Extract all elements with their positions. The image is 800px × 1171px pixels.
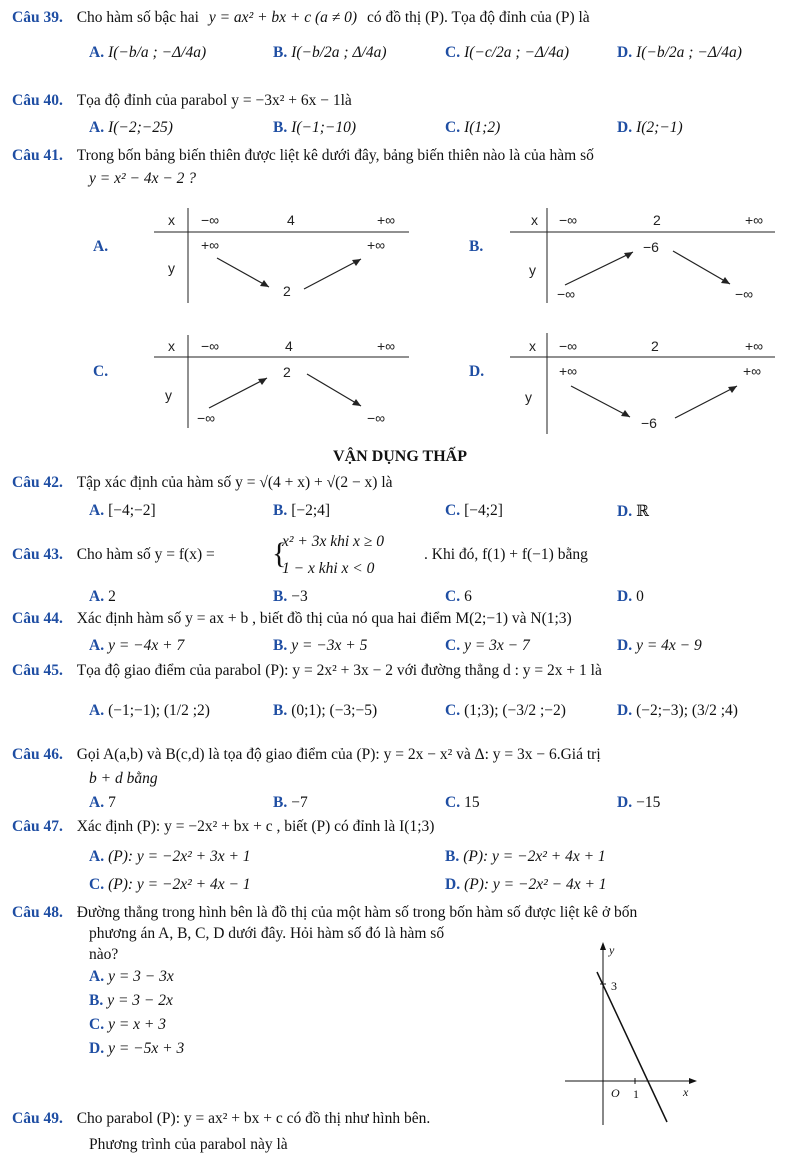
table-left-val: +∞ [559,363,578,379]
table-left-val: +∞ [201,237,220,253]
table-pos-inf: +∞ [377,338,396,354]
q39-opt-c[interactable]: C. I(−c/2a ; −Δ/4a) [445,44,569,61]
q43-case1: x² + 3x khi x ≥ 0 [282,533,384,550]
table-mid-x: 4 [287,212,295,228]
table-x-header: x [168,212,175,228]
table-right-val: +∞ [367,237,386,253]
table-mid-val: 2 [283,283,291,299]
q39-text-b: có đồ thị (P). Tọa độ đỉnh của (P) là [366,9,590,26]
q46-opt-c[interactable]: C. 15 [445,794,480,811]
q40-stem [12,92,352,110]
q42-stem [12,474,393,492]
q47-opt-b[interactable]: B. (P): y = −2x² + 4x + 1 [445,848,606,865]
q48-text3: nào? [89,946,119,963]
table-y-header: y [529,262,536,278]
q45-number: Câu 45. [12,662,63,679]
y-axis-label: y [609,943,615,957]
q39-opt-a[interactable]: A. I(−b/a ; −Δ/4a) [89,44,207,61]
table-pos-inf: +∞ [745,338,764,354]
table-x-header: x [529,338,536,354]
section-heading: VẬN DỤNG THẤP [333,448,467,465]
q48-opt-d[interactable]: D. y = −5x + 3 [89,1040,185,1057]
q46-opt-b[interactable]: B. −7 [273,794,308,811]
q42-opt-c[interactable]: C. [−4;2] [445,502,503,519]
q49-text2: Phương trình của parabol này là [89,1136,288,1153]
q46-opt-a[interactable]: A. 7 [89,794,116,811]
q41-table-a[interactable] [89,203,419,303]
table-mid-val: −6 [643,239,659,255]
graph-line [597,972,667,1122]
q41-table-d-label: D. [469,363,485,380]
table-arrow-down [217,258,269,287]
q47-stem [12,818,434,836]
q46-opt-d[interactable]: D. −15 [617,794,661,811]
table-y-header: y [165,387,172,403]
origin-label: O [611,1086,620,1100]
q40-opt-d[interactable]: D. I(2;−1) [617,119,683,136]
q45-stem [12,662,602,680]
x-tick-label: 1 [633,1087,639,1101]
q39-text-a: Cho hàm số bậc hai [76,9,199,26]
q41-text1: Trong bốn bảng biến thiên được liệt kê dưới đây, bảng biến thiên nào là của hàm số [76,147,594,164]
q40-number: Câu 40. [12,92,63,109]
q44-opt-d[interactable]: D. y = 4x − 9 [617,637,702,654]
q43-case2: 1 − x khi x < 0 [282,560,375,577]
q45-opt-c[interactable]: C. (1;3); (−3/2 ;−2) [445,702,566,719]
x-axis-label: x [683,1085,689,1099]
q40-opt-a[interactable]: A. I(−2;−25) [89,119,173,136]
q43-text-b: . Khi đó, f(1) + f(−1) bằng [424,546,588,563]
y-axis-arrow [600,942,606,950]
q47-opt-c[interactable]: C. (P): y = −2x² + 4x − 1 [89,876,251,893]
x-axis-arrow [689,1078,697,1084]
q48-text2: phương án A, B, C, D dưới đây. Hỏi hàm số đó là hàm số [89,925,445,942]
table-y-header: y [168,260,175,276]
q43-opt-b[interactable]: B. −3 [273,588,308,605]
q43-text-a: Cho hàm số y = f(x) = [76,546,215,563]
q45-opt-a[interactable]: A. (−1;−1); (1/2 ;2) [89,702,210,719]
table-arrow-down [571,386,630,417]
q42-opt-d[interactable]: D. ℝ [617,503,649,520]
q39-number: Câu 39. [12,9,63,26]
q45-opt-d[interactable]: D. (−2;−3); (3/2 ;4) [617,702,738,719]
q43-brace: { [272,537,287,570]
q41-table-b-label: B. [469,238,484,255]
q49-number: Câu 49. [12,1110,63,1127]
table-pos-inf: +∞ [377,212,396,228]
q49-stem [12,1110,430,1128]
q42-opt-a[interactable]: A. [−4;−2] [89,502,156,519]
q43-number: Câu 43. [12,546,63,563]
q41-table-d[interactable] [465,330,795,434]
table-mid-x: 2 [651,338,659,354]
q46-text1: Gọi A(a,b) và B(c,d) là tọa độ giao điểm của (P): y = 2x − x² và Δ: y = 3x − 6.Giá trị [76,746,601,763]
q41-table-c-label: C. [93,363,109,380]
table-arrow-up [675,386,737,418]
q47-number: Câu 47. [12,818,63,835]
q39-formula: y = ax² + bx + c (a ≠ 0) [208,9,358,26]
table-right-val: +∞ [743,363,762,379]
q48-text1: Đường thẳng trong hình bên là đồ thị của một hàm số trong bốn hàm số được liệt kê ở bốn [76,904,638,921]
q39-opt-b[interactable]: B. I(−b/2a ; Δ/4a) [273,44,387,61]
table-arrow-up [304,259,361,289]
q43-opt-a[interactable]: A. 2 [89,588,116,605]
table-neg-inf: −∞ [559,212,578,228]
table-mid-val: 2 [283,364,291,380]
q44-opt-c[interactable]: C. y = 3x − 7 [445,637,530,654]
table-left-val: −∞ [557,286,576,302]
table-neg-inf: −∞ [201,212,220,228]
arrowhead [352,399,361,406]
q40-opt-c[interactable]: C. I(1;2) [445,119,501,136]
q44-number: Câu 44. [12,610,63,627]
table-y-header: y [525,389,532,405]
q47-text: Xác định (P): y = −2x² + bx + c , biết (P) có đỉnh là I(1;3) [76,818,435,835]
q42-opt-b[interactable]: B. [−2;4] [273,502,331,519]
q42-number: Câu 42. [12,474,63,491]
q46-number: Câu 46. [12,746,63,763]
q46-text2: b + d bằng [89,770,158,787]
q43-opt-d[interactable]: D. 0 [617,588,644,605]
table-right-val: −∞ [735,286,754,302]
table-neg-inf: −∞ [201,338,220,354]
q41-table-c[interactable] [89,330,419,430]
q47-opt-d[interactable]: D. (P): y = −2x² − 4x + 1 [445,876,607,893]
table-mid-val: −6 [641,415,657,431]
q42-text: Tập xác định của hàm số y = √(4 + x) + √(2 − x) là [76,474,393,491]
q41-table-b[interactable] [465,203,795,303]
q41-stem [12,147,594,165]
q44-stem [12,610,572,628]
q45-text: Tọa độ giao điểm của parabol (P): y = 2x² + 3x − 2 với đường thẳng d : y = 2x + 1 là [76,662,602,679]
table-pos-inf: +∞ [745,212,764,228]
q40-text: Tọa độ đỉnh của parabol y = −3x² + 6x − 1là [76,92,352,109]
y-tick-label: 3 [611,979,617,993]
q43-opt-c[interactable]: C. 6 [445,588,472,605]
q49-text1: Cho parabol (P): y = ax² + bx + c có đồ thị như hình bên. [76,1110,431,1127]
q44-opt-b[interactable]: B. y = −3x + 5 [273,637,368,654]
table-arrow-up [209,378,267,408]
q47-opt-a[interactable]: A. (P): y = −2x² + 3x + 1 [89,848,251,865]
table-left-val: −∞ [197,410,216,426]
table-mid-x: 4 [285,338,293,354]
table-x-header: x [168,338,175,354]
q48-number: Câu 48. [12,904,63,921]
arrowhead [721,277,730,284]
q46-stem [12,746,601,764]
q39-stem [12,9,590,27]
q40-opt-b[interactable]: B. I(−1;−10) [273,119,357,136]
q44-text: Xác định hàm số y = ax + b , biết đồ thị của nó qua hai điểm M(2;−1) và N(1;3) [76,610,572,627]
table-x-header: x [531,212,538,228]
q45-opt-b[interactable]: B. (0;1); (−3;−5) [273,702,378,719]
q48-opt-c[interactable]: C. y = x + 3 [89,1016,167,1033]
q48-opt-a[interactable]: A. y = 3 − 3x [89,968,174,985]
q48-opt-b[interactable]: B. y = 3 − 2x [89,992,173,1009]
table-neg-inf: −∞ [559,338,578,354]
arrowhead [260,280,269,287]
q43-stem-left [12,546,215,564]
q44-opt-a[interactable]: A. y = −4x + 7 [89,637,185,654]
table-right-val: −∞ [367,410,386,426]
table-arrow-down [673,251,730,284]
table-mid-x: 2 [653,212,661,228]
q48-stem [12,904,637,922]
q41-number: Câu 41. [12,147,63,164]
q41-table-a-label: A. [93,238,109,255]
q48-graph [565,940,700,1130]
q41-text2: y = x² − 4x − 2 ? [89,170,197,187]
table-arrow-up [565,252,633,285]
table-arrow-down [307,374,361,406]
q39-opt-d[interactable]: D. I(−b/2a ; −Δ/4a) [617,44,742,61]
